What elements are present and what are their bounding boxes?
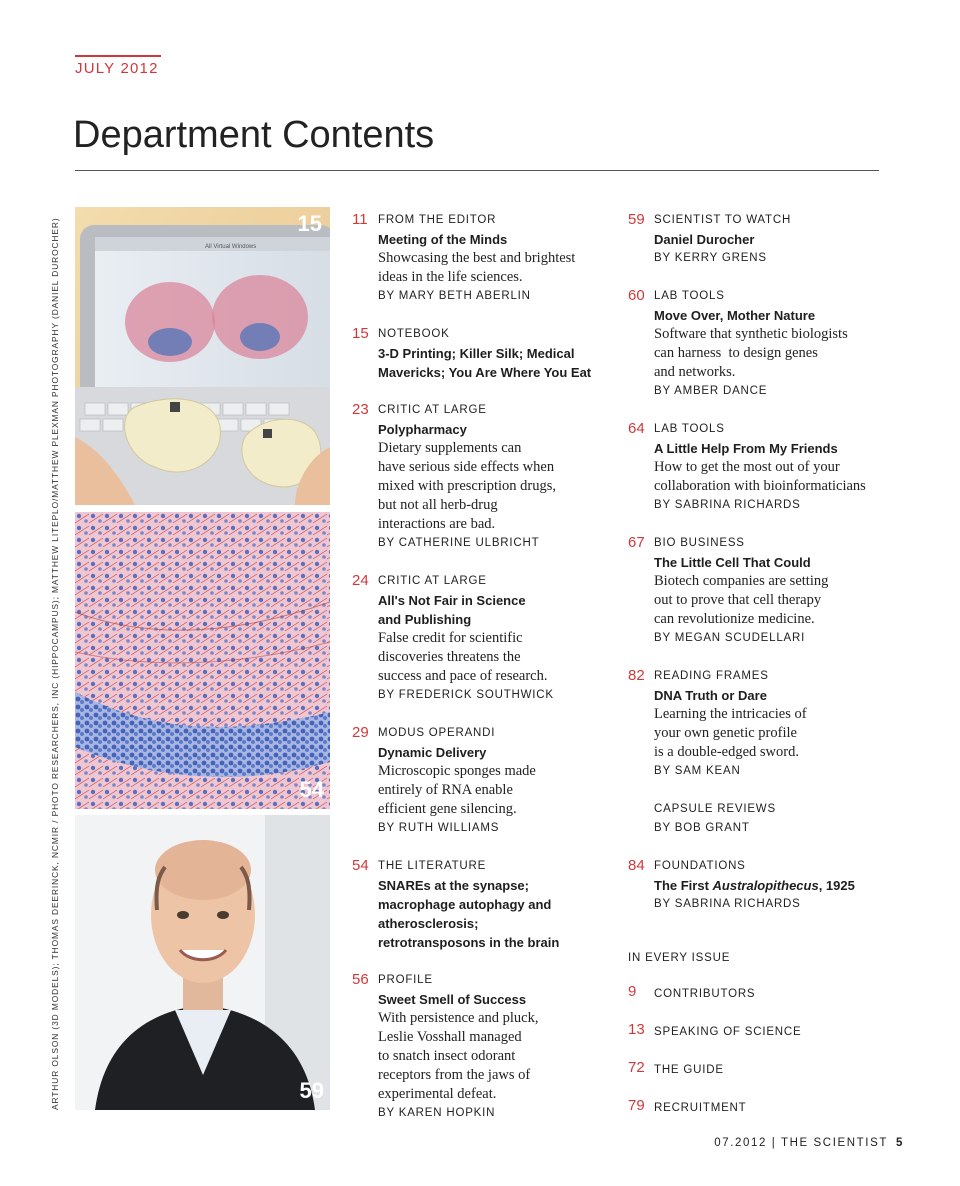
- article-description: Biotech companies are setting out to prove that cell therapy can revolutionize medicine.: [654, 573, 829, 627]
- byline: BY SABRINA RICHARDS: [654, 499, 801, 511]
- page-number: 13: [628, 1021, 645, 1038]
- article-title: Dynamic Delivery: [378, 745, 487, 760]
- article-title: The First Australopithecus, 1925: [654, 878, 855, 893]
- article-description: With persistence and pluck, Leslie Vosshall managed to snatch insect odorant receptors from the jaws of experimental defeat.: [378, 1010, 539, 1102]
- byline: BY KERRY GRENS: [654, 252, 767, 264]
- contents-column-left: [352, 211, 614, 1123]
- byline: BY AMBER DANCE: [654, 385, 768, 397]
- department-label: LAB TOOLS: [654, 290, 725, 302]
- page-footer: [714, 1137, 904, 1149]
- toc-entry[interactable]: [628, 211, 898, 268]
- page-number: 67: [628, 534, 645, 551]
- page-number: 54: [352, 857, 369, 874]
- page-title: Department Contents: [73, 114, 435, 156]
- every-issue-item[interactable]: [628, 983, 898, 1002]
- laptop-illustration: [75, 207, 330, 505]
- byline: BY RUTH WILLIAMS: [378, 822, 500, 834]
- department-label: SCIENTIST TO WATCH: [654, 214, 792, 226]
- article-description: How to get the most out of your collaboration with bioinformaticians: [654, 459, 866, 494]
- department-label: FROM THE EDITOR: [378, 214, 497, 226]
- toc-entry[interactable]: [628, 857, 898, 914]
- department-label: CRITIC AT LARGE: [378, 404, 487, 416]
- byline: BY CATHERINE ULBRICHT: [378, 537, 540, 549]
- screen-caption: All Virtual Windows: [205, 244, 257, 250]
- photo-page-number: 54: [299, 777, 324, 802]
- department-label: BIO BUSINESS: [654, 537, 745, 549]
- department-label: NOTEBOOK: [378, 328, 450, 340]
- toc-entry[interactable]: [352, 401, 614, 553]
- date-rule: [75, 55, 161, 57]
- footer-text: 07.2012 | THE SCIENTIST: [714, 1137, 888, 1149]
- page-number: 84: [628, 857, 645, 874]
- department-label: THE LITERATURE: [378, 860, 487, 872]
- department-label: CAPSULE REVIEWS: [654, 803, 776, 815]
- photo-laptop: [75, 207, 330, 505]
- page-number: 82: [628, 667, 645, 684]
- page-number: 9: [628, 983, 637, 1000]
- article-title: 3-D Printing; Killer Silk; Medical Mavericks; You Are Where You Eat: [378, 346, 592, 380]
- article-title: Daniel Durocher: [654, 232, 755, 247]
- toc-entry[interactable]: [352, 572, 614, 705]
- article-description: False credit for scientific discoveries threatens the success and pace of research.: [378, 630, 548, 684]
- every-issue-item[interactable]: [628, 1059, 898, 1078]
- every-issue-item[interactable]: [628, 1097, 898, 1116]
- page-number: 23: [352, 401, 369, 418]
- photo-page-number: 59: [299, 1078, 324, 1103]
- page-number: 15: [352, 325, 369, 342]
- photo-portrait: [75, 815, 330, 1110]
- article-title: Move Over, Mother Nature: [654, 308, 816, 323]
- article-title: Sweet Smell of Success: [378, 992, 527, 1007]
- toc-entry[interactable]: [628, 667, 898, 781]
- article-title: DNA Truth or Dare: [654, 688, 767, 703]
- byline: BY MARY BETH ABERLIN: [378, 290, 531, 302]
- page-number: 59: [628, 211, 645, 228]
- section-label: THE GUIDE: [654, 1064, 724, 1076]
- toc-entry[interactable]: [628, 420, 898, 515]
- footer-page-number: 5: [896, 1137, 904, 1149]
- section-label: RECRUITMENT: [654, 1102, 747, 1114]
- every-issue-item[interactable]: [628, 1021, 898, 1040]
- article-description: Showcasing the best and brightest ideas in the life sciences.: [378, 250, 576, 285]
- section-label: CONTRIBUTORS: [654, 988, 756, 1000]
- micrograph-illustration: [75, 512, 330, 809]
- department-label: PROFILE: [378, 974, 433, 986]
- article-title: Polypharmacy: [378, 422, 467, 437]
- byline: BY KAREN HOPKIN: [378, 1107, 496, 1119]
- byline: BY SAM KEAN: [654, 765, 741, 777]
- photo-credit: ARTHUR OLSON (3D MODELS); THOMAS DEERINCK, NCMIR / PHOTO RESEARCHERS, INC (HIPPOCAMPUS); MATTHEW LITEPLO/MATTHEW PLEXMAN PHOTOGRAPHY (DANIEL DUROCHER): [50, 217, 60, 1110]
- department-label: CRITIC AT LARGE: [378, 575, 487, 587]
- page-number: 60: [628, 287, 645, 304]
- toc-entry[interactable]: [352, 971, 614, 1123]
- department-label: LAB TOOLS: [654, 423, 725, 435]
- page-number: 24: [352, 572, 369, 589]
- toc-entry[interactable]: [352, 724, 614, 838]
- department-label: READING FRAMES: [654, 670, 769, 682]
- page-number: 11: [352, 211, 368, 228]
- toc-entry[interactable]: [352, 211, 614, 306]
- contents-column-right: [628, 211, 898, 1116]
- every-issue-heading: IN EVERY ISSUE: [628, 952, 731, 964]
- department-label: MODUS OPERANDI: [378, 727, 496, 739]
- byline: BY SABRINA RICHARDS: [654, 898, 801, 910]
- byline: BY MEGAN SCUDELLARI: [654, 632, 806, 644]
- article-description: Dietary supplements can have serious side effects when mixed with prescription drugs, but not all herb-drug interactions are bad.: [378, 440, 557, 532]
- portrait-illustration: [75, 815, 330, 1110]
- issue-date: JULY 2012: [75, 60, 159, 77]
- photo-page-number: 15: [297, 211, 322, 236]
- toc-entry[interactable]: [628, 287, 898, 401]
- photo-hippocampus: [75, 512, 330, 809]
- section-label: SPEAKING OF SCIENCE: [654, 1026, 802, 1038]
- page-number: 56: [352, 971, 369, 988]
- byline: BY BOB GRANT: [654, 822, 750, 834]
- article-title: Meeting of the Minds: [378, 232, 508, 247]
- page-number: 64: [628, 420, 645, 437]
- article-description: Software that synthetic biologists can harness to design genes and networks.: [654, 326, 848, 380]
- article-title: All's Not Fair in Science and Publishing: [378, 593, 526, 627]
- toc-entry[interactable]: [352, 325, 614, 382]
- toc-entry[interactable]: [628, 800, 898, 838]
- article-title: SNAREs at the synapse; macrophage autophagy and atherosclerosis; retrotransposons in the brain: [378, 878, 560, 950]
- page-number: 29: [352, 724, 369, 741]
- article-title: The Little Cell That Could: [654, 555, 811, 570]
- byline: BY FREDERICK SOUTHWICK: [378, 689, 554, 701]
- department-label: FOUNDATIONS: [654, 860, 746, 872]
- page-number: 72: [628, 1059, 645, 1076]
- article-description: Microscopic sponges made entirely of RNA enable efficient gene silencing.: [378, 763, 536, 817]
- toc-entry[interactable]: [628, 534, 898, 648]
- page-number: 79: [628, 1097, 645, 1114]
- toc-entry[interactable]: [352, 857, 614, 952]
- article-title: A Little Help From My Friends: [654, 441, 838, 456]
- title-rule: [75, 170, 879, 171]
- article-description: Learning the intricacies of your own genetic profile is a double-edged sword.: [654, 706, 807, 760]
